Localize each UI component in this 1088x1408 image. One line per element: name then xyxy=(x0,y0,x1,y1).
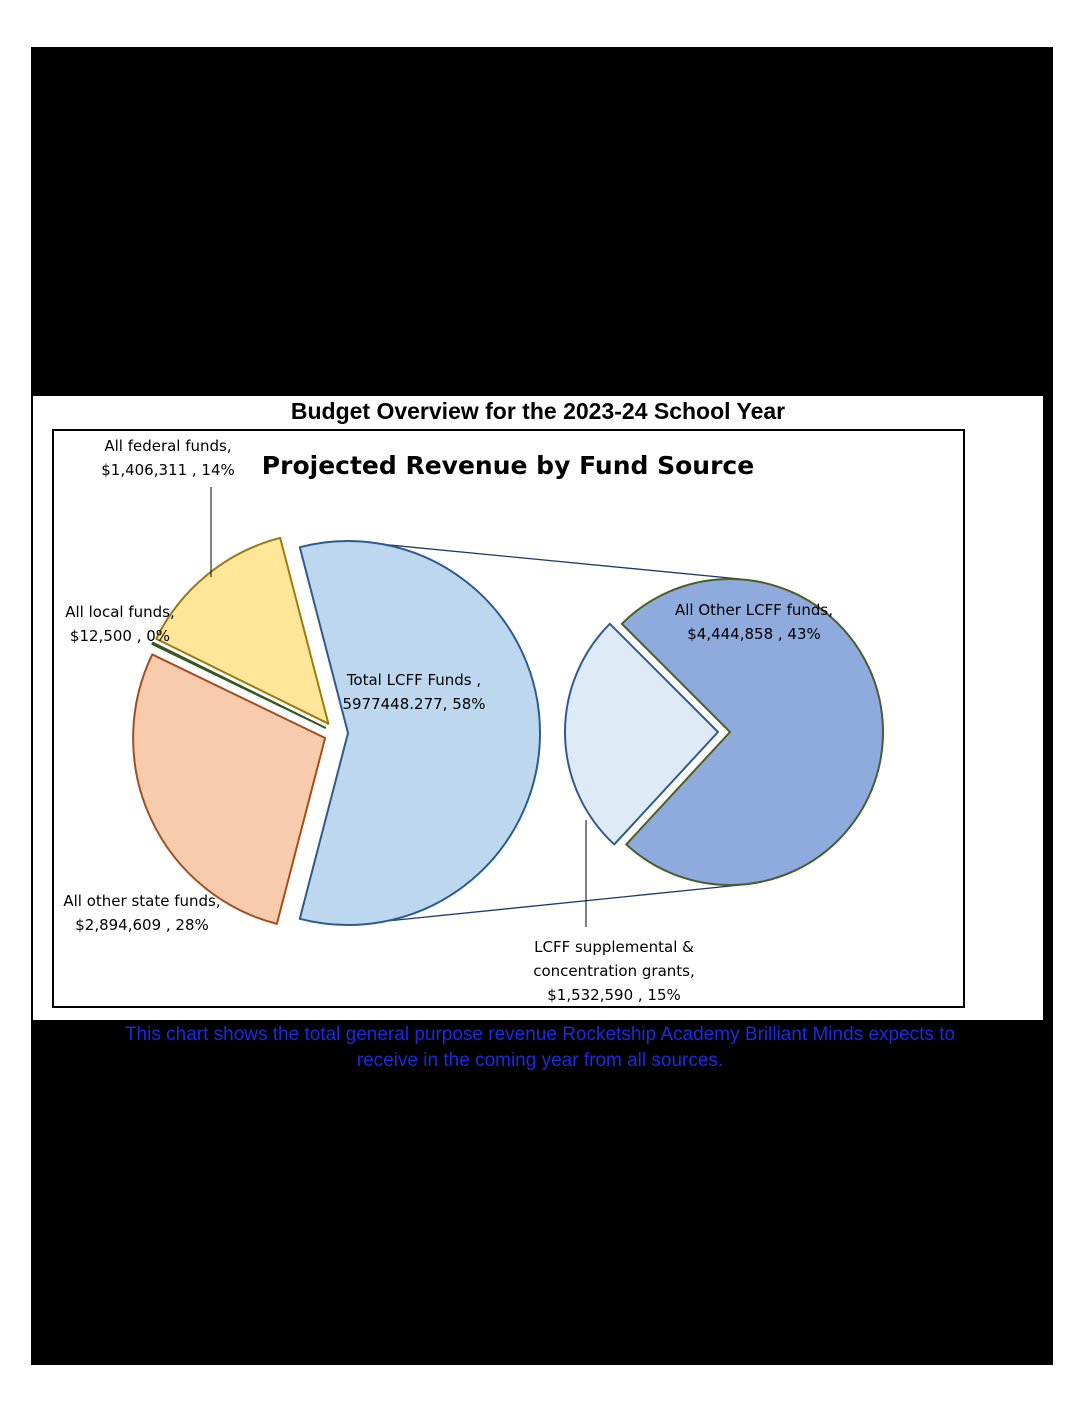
data-label-line: All federal funds, xyxy=(104,437,232,455)
data-label-line: Total LCFF Funds , xyxy=(346,671,482,689)
chart-caption xyxy=(60,1022,1020,1074)
caption-line-1: This chart shows the total general purpose revenue Rocketship Academy Brilliant Minds expects to xyxy=(124,1024,956,1045)
data-label-line: All local funds, xyxy=(65,603,175,621)
data-label-lcff-supplemental-and-concentration-grants xyxy=(533,938,695,1004)
data-label-line: concentration grants, xyxy=(533,962,695,980)
data-label-line: $2,894,609 , 28% xyxy=(75,916,209,934)
chart-title: Projected Revenue by Fund Source xyxy=(261,451,755,480)
data-label-line: 5977448.277, 58% xyxy=(342,695,486,713)
data-label-line: $1,532,590 , 15% xyxy=(547,986,681,1004)
data-label-line: $12,500 , 0% xyxy=(69,627,171,645)
caption-line-2: receive in the coming year from all sources. xyxy=(356,1050,724,1071)
data-label-line: $1,406,311 , 14% xyxy=(101,461,235,479)
data-label-line: LCFF supplemental & xyxy=(534,938,694,956)
page-heading: Budget Overview for the 2023-24 School Year xyxy=(290,398,786,424)
data-label-line: All Other LCFF funds, xyxy=(675,601,833,619)
data-label-line: $4,444,858 , 43% xyxy=(687,625,821,643)
data-label-line: All other state funds, xyxy=(63,892,221,910)
